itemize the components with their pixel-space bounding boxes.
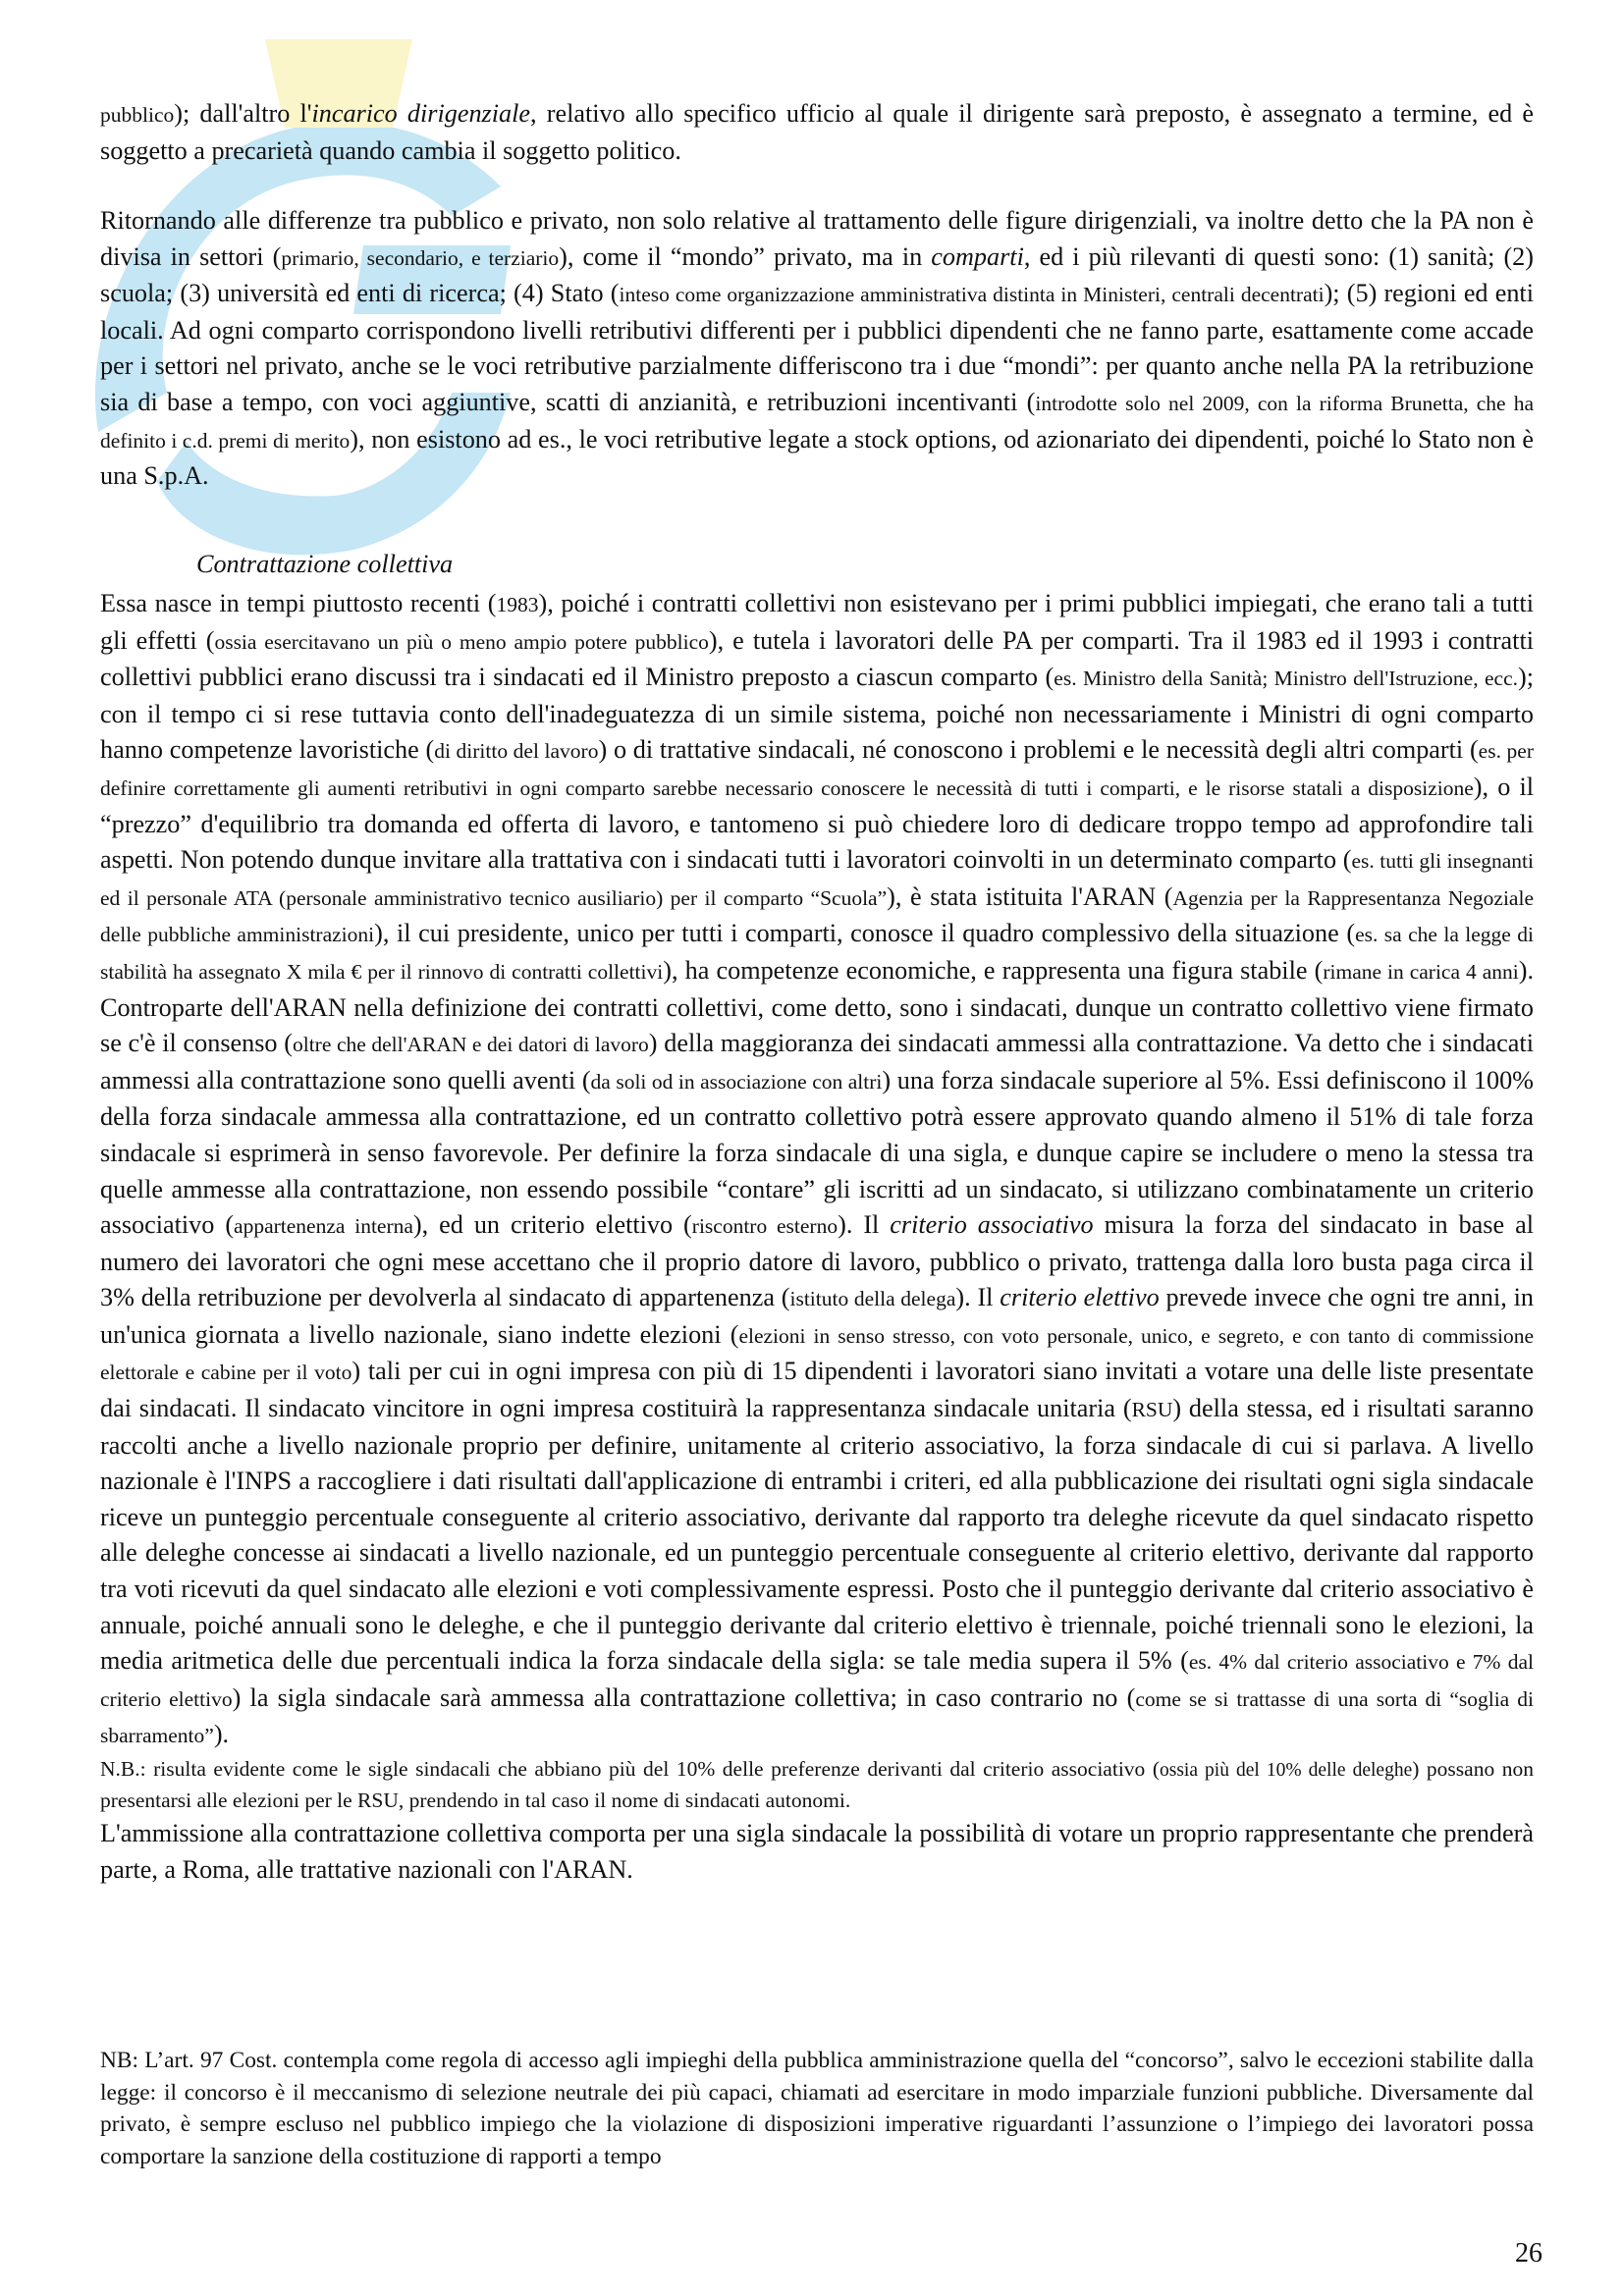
nb-concorso: NB: L’art. 97 Cost. contempla come regola di accesso agli impieghi della pubblica amministrazione quella del “concorso”, salvo le eccezioni stabilite dalla legge: il concorso è il meccanismo di selezione neutrale dei più capaci, chiamati ad esercitare in modo imparziale funzioni pubbliche. Diversamente dal privato, è sempre escluso nel pubblico impiego che la violazione di disposizioni imperative riguardanti l’assunzione o l’impiego dei lavoratori possa comportare la sanzione della costituzione di rapporti a tempo — [100, 2048, 1534, 2169]
paragraph-dirigenti-end: pubblico); dall'altro l'incarico dirigenziale, relativo allo specifico ufficio al quale il dirigente sarà preposto, è assegnato a termine, ed è soggetto a precarietà quando cambia il soggetto politico. — [100, 99, 1534, 165]
paragraph-contrattazione: Essa nasce in tempi piuttosto recenti (1983), poiché i contratti collettivi non esistevano per i primi pubblici impiegati, che erano tali a tutti gli effetti (ossia esercitavano un più o meno ampio potere pubblico), e tutela i lavoratori delle PA per comparti. Tra il 1983 ed il 1993 i contratti collettivi pubblici erano discussi tra i sindacati ed il Ministro preposto a ciascun comparto (es. Ministro della Sanità; Ministro dell'Istruzione, ecc.); con il tempo ci si rese tuttavia conto dell'inadeguatezza di un simile sistema, poiché non necessariamente i Ministri di ogni comparto hanno competenze lavoristiche (di diritto del lavoro) o di trattative sindacali, né conoscono i problemi e le necessità degli altri comparti (es. per definire correttamente gli aumenti retributivi in ogni comparto sarebbe necessario conoscere le necessità di tutti i comparti, e le risorse statali a disposizione), o il “prezzo” d'equilibrio tra domanda ed offerta di lavoro, e tantomeno si può chiedere loro di dedicare troppo tempo ad approfondire tali aspetti. Non potendo dunque invitare alla trattativa con i sindacati tutti i lavoratori coinvolti in un determinato comparto (es. tutti gli insegnanti ed il personale ATA (personale amministrativo tecnico ausiliario) per il comparto “Scuola”), è stata istituita l'ARAN (Agenzia per la Rappresentanza Negoziale delle pubbliche amministrazioni), il cui presidente, unico per tutti i comparti, conosce il quadro complessivo della situazione (es. sa che la legge di stabilità ha assegnato X mila € per il rinnovo di contratti collettivi), ha competenze economiche, e rappresenta una figura stabile (rimane in carica 4 anni). Controparte dell'ARAN nella definizione dei contratti collettivi, come detto, sono i sindacati, dunque un contratto collettivo viene firmato se c'è il consenso (oltre che dell'ARAN e dei datori di lavoro) della maggioranza dei sindacati ammessi alla contrattazione. Va detto che i sindacati ammessi alla contrattazione sono quelli aventi (da soli od in associazione con altri) una forza sindacale superiore al 5%. Essi definiscono il 100% della forza sindacale ammessa alla contrattazione, ed un contratto collettivo potrà essere approvato quando almeno il 51% di tale forza sindacale si esprimerà in senso favorevole. Per definire la forza sindacale di una sigla, e dunque capire se includere o meno la stessa tra quelle ammesse alla contrattazione, non essendo possibile “contare” gli iscritti ad un sindacato, si utilizzano combinatamente un criterio associativo (appartenenza interna), ed un criterio elettivo (riscontro esterno). Il criterio associativo misura la forza del sindacato in base al numero dei lavoratori che ogni mese accettano che il proprio datore di lavoro, pubblico o privato, trattenga dalla loro busta paga circa il 3% della retribuzione per devolverla al sindacato di appartenenza (istituto della delega). Il criterio elettivo prevede invece che ogni tre anni, in un'unica giornata a livello nazionale, siano indette elezioni (elezioni in senso stresso, con voto personale, unico, e segreto, e con tanto di commissione elettorale e cabine per il voto) tali per cui in ogni impresa con più di 15 dipendenti i lavoratori siano invitati a votare una delle liste presentate dai sindacati. Il sindacato vincitore in ogni impresa costituirà la rappresentanza sindacale unitaria (RSU) della stessa, ed i risultati saranno raccolti anche a livello nazionale proprio per definire, unitamente al criterio associativo, la forza sindacale di cui si parlava. A livello nazionale è l'INPS a raccogliere i dati risultati dall'applicazione di entrambi i criteri, ed alla pubblicazione dei risultati ogni sigla sindacale riceve un punteggio percentuale conseguente al criterio associativo, derivante dal rapporto tra deleghe ricevute da quel sindacato rispetto alle deleghe concesse ai sindacati a livello nazionale, ed un punteggio percentuale conseguente al criterio elettivo, derivante dal rapporto tra voti ricevuti da quel sindacato alle elezioni e voti complessivamente espressi. Posto che il punteggio derivante dal criterio associativo è annuale, poiché annuali sono le deleghe, e che il punteggio derivante dal criterio elettivo è triennale, poiché triennali sono le elezioni, la media aritmetica delle due percentuali indica la forza sindacale della sigla: se tale media supera il 5% (es. 4% dal criterio associativo e 7% dal criterio elettivo) la sigla sindacale sarà ammessa alla contrattazione collettiva; in caso contrario no (come se si trattasse di una sorta di “soglia di sbarramento”). N.B.: risulta evidente come le sigle sindacali che abbiano più del 10% delle preferenze derivanti dal criterio associativo (ossia più del 10% delle deleghe) possano non presentarsi alle elezioni per le RSU, prendendo in tal caso il nome di sindacati autonomi. L'ammissione alla contrattazione collettiva comporta per una sigla sindacale la possibilità di votare un proprio rappresentante che prenderà parte, a Roma, alle trattative nazionali con l'ARAN. — [100, 586, 1534, 1888]
paragraph-ammissione: L'ammissione alla contrattazione collettiva comporta per una sigla sindacale la possibilità di votare un proprio rappresentante che prenderà parte, a Roma, alle trattative nazionali con l'ARAN. — [100, 1819, 1534, 1884]
nb-sindacati-autonomi: N.B.: risulta evidente come le sigle sindacali che abbiano più del 10% delle preferenze derivanti dal criterio associativo (ossia più del 10% delle deleghe) possano non presentarsi alle elezioni per le RSU, prendendo in tal caso il nome di sindacati autonomi. — [100, 1757, 1535, 1812]
page-number: 26 — [1515, 2238, 1542, 2269]
paragraph-comparti: Ritornando alle differenze tra pubblico e privato, non solo relative al trattamento delle figure dirigenziali, va inoltre detto che la PA non è divisa in settori (primario, secondario, e terziario), come il “mondo” privato, ma in comparti, ed i più rilevanti di questi sono: (1) sanità; (2) scuola; (3) università ed enti di ricerca; (4) Stato (inteso come organizzazione amministrativa distinta in Ministeri, centrali decentrati); (5) regioni ed enti locali. Ad ogni comparto corrispondono livelli retributivi differenti per i pubblici dipendenti che ne fanno parte, esattamente come accade per i settori nel privato, anche se le voci retributive parzialmente differiscono tra i due “mondi”: per quanto anche nella PA la retribuzione sia di base a tempo, con voci aggiuntive, scatti di anzianità, e retribuzioni incentivanti (introdotte solo nel 2009, con la riforma Brunetta, che ha definito i c.d. premi di merito), non esistono ad es., le voci retributive legate a stock options, od azionariato dei dipendenti, poiché lo Stato non è una S.p.A. — [100, 206, 1534, 491]
section-heading-contrattazione: Contrattazione collettiva — [196, 550, 454, 578]
